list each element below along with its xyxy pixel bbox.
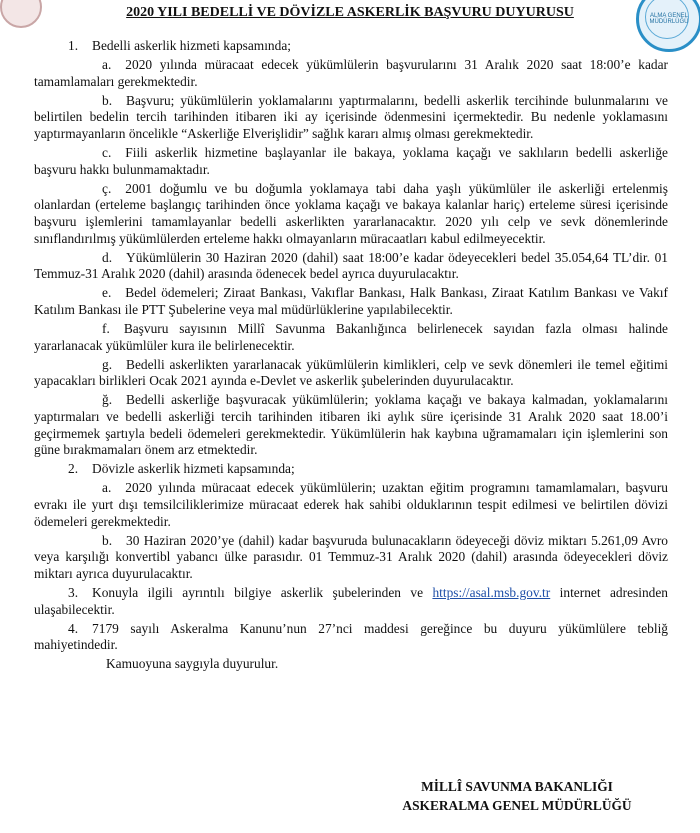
item-text: Bedel ödemeleri; Ziraat Bankası, Vakıflar Bankası, Halk Bankası, Ziraat Katılım Bankası ve Vakıf Katılım Bankası ile PTT Şubelerine veya mal müdürlüklerine yapılabilecektir.: [34, 285, 668, 317]
item-text: Bedelli askerlikten yararlanacak yükümlülerin kimlikleri, celp ve sevk dönemleri ile temel eğitimi yapacakları birlikleri Ocak 2021 ayında e-Devlet ve askerlik şubelerinden duyurulacaktır.: [34, 356, 668, 389]
item-text: Fiili askerlik hizmetine başlayanlar ile bakaya, yoklama kaçağı ve saklıların bedelli askerliğe başvuru hakkı bulunmamaktadır.: [34, 145, 668, 177]
section-text: Konuyla ilgili ayrıntılı bilgiye askerlik şubelerinden ve: [92, 584, 424, 600]
item-text: 2020 yılında müracaat edecek yükümlülerin başvurularını 31 Aralık 2020 saat 18:00’e kadar tamamlamaları gerekmektedir.: [34, 57, 668, 89]
item-text: Başvuru; yükümlülerin yoklamalarını yaptırmalarını, bedelli askerlik tercihinde bulunmalarını ve belirtilen bedelin tercih tarihinden itibaren iki ay içerisinde ödenmesini içermektedir. Bu nedenle yoklamasını yaptırmayanların öncelikle “Askerliğe Elverişlidir” sağlık kararı almış olması gerekmektedir.: [34, 92, 668, 141]
item-1gg: [34, 392, 668, 458]
item-text: Başvuru sayısının Millî Savunma Bakanlığınca belirlenecek sayıdan fazla olması halinde yararlanacak yükümlüler kura ile belirlenecektir.: [34, 321, 668, 353]
section-1-heading: [34, 38, 668, 55]
item-mark: b.: [102, 532, 113, 548]
section-number: 3.: [68, 584, 79, 600]
announcement-body: [34, 38, 668, 675]
closing-line: Kamuoyuna saygıyla duyurulur.: [106, 656, 279, 672]
item-text: Bedelli askerliğe başvuracak yükümlülerin; yoklama kaçağı ve bakaya kalmadan, yoklamalarını yaptırmaları ve bedelli askerliği tercih tarihinden itibaren iki aylık süre içerisinde 31 Aralık 2020 saat 18.00’i geçirmemek şartıyla bedeli ödemeleri gerekmektedir. Yükümlülerin hak kaybına uğramamaları için işlemlerini son güne bırakmamaları önem arz etmektedir.: [34, 392, 668, 458]
section-4: [34, 621, 668, 654]
section-2-heading: [34, 461, 668, 478]
section-number: 2.: [68, 461, 79, 477]
section-text: internet adresinden ulaşabilecektir.: [34, 584, 668, 617]
section-heading: Dövizle askerlik hizmeti kapsamında;: [92, 461, 295, 477]
item-mark: ç.: [102, 180, 112, 196]
item-2b: [34, 533, 668, 583]
item-1d: [34, 250, 668, 283]
item-1a: [34, 57, 668, 90]
item-mark: d.: [102, 249, 113, 265]
item-text: 2020 yılında müracaat edecek yükümlülerin; uzaktan eğitim programını tamamlamaları, başvuru evrakı ile yurt dışı temsilciliklerimize müracaat ederek hak sahibi olduklarının tespit edilmesi ve belirtilen dövizi ödemeleri gerekmektedir.: [34, 480, 668, 529]
item-mark: c.: [102, 145, 112, 161]
item-1b: [34, 93, 668, 143]
item-text: Yükümlülerin 30 Haziran 2020 (dahil) saat 18:00’e kadar ödeyecekleri bedel 35.054,64 TL’dir. 01 Temmuz-31 Aralık 2020 (dahil) arasında ödenecek bedel ayrıca duyurulacaktır.: [34, 249, 668, 282]
item-1f: [34, 321, 668, 354]
seal-text: ALMA GENEL MÜDÜRLÜĞÜ: [649, 13, 689, 25]
signature-ministry: MİLLÎ SAVUNMA BAKANLIĞI: [421, 779, 613, 794]
item-mark: e.: [102, 285, 112, 301]
item-1cc: [34, 181, 668, 247]
item-mark: ğ.: [102, 392, 113, 408]
item-1c: [34, 145, 668, 178]
signature-directorate: ASKERALMA GENEL MÜDÜRLÜĞÜ: [402, 798, 632, 813]
section-3: [34, 585, 668, 618]
section-number: 4.: [68, 620, 79, 636]
page-title: 2020 YILI BEDELLİ VE DÖVİZLE ASKERLİK BAŞVURU DUYURUSU: [126, 5, 574, 20]
item-mark: a.: [102, 480, 112, 496]
section-heading: Bedelli askerlik hizmeti kapsamında;: [92, 38, 291, 53]
item-2a: [34, 480, 668, 530]
item-text: 30 Haziran 2020’ye (dahil) kadar başvuruda bulunacakların ödeyeceği döviz miktarı 5.261,09 Avro veya karşılığı konvertibl yabancı ülke parasıdır. 01 Temmuz-31 Aralık 2020 (dahil) arasında ödeyecekleri döviz miktarı ayrıca duyurulacaktır.: [34, 532, 668, 581]
item-mark: b.: [102, 92, 113, 108]
section-number: 1.: [68, 38, 79, 53]
item-1g: [34, 357, 668, 390]
item-mark: a.: [102, 57, 112, 73]
item-1e: [34, 285, 668, 318]
msb-website-link[interactable]: https://asal.msb.gov.tr: [432, 584, 551, 600]
item-mark: f.: [102, 321, 110, 336]
section-text: 7179 sayılı Askeralma Kanunu’nun 27’nci maddesi gereğince bu duyuru yükümlülere tebliğ mahiyetindedir.: [34, 620, 668, 653]
item-mark: g.: [102, 356, 113, 372]
item-text: 2001 doğumlu ve bu doğumla yoklamaya tabi daha yaşlı yükümlüler ile askerliği ertelenmiş olanlardan (erteleme başlangıç tarihinden önce yoklama kaçağı ve bakaya kalanlar hariç) erteleme süresi içerisinde başvuru işlemlerini tamamlayanlar bedelli askerlikten yararlanacaktır. 2020 yılı celp ve sevk dönemlerinde sınıflandırılmış yükümlülerden erteleme hakkı olmayanların müracaatları kabul edilmeyecektir.: [34, 180, 668, 246]
